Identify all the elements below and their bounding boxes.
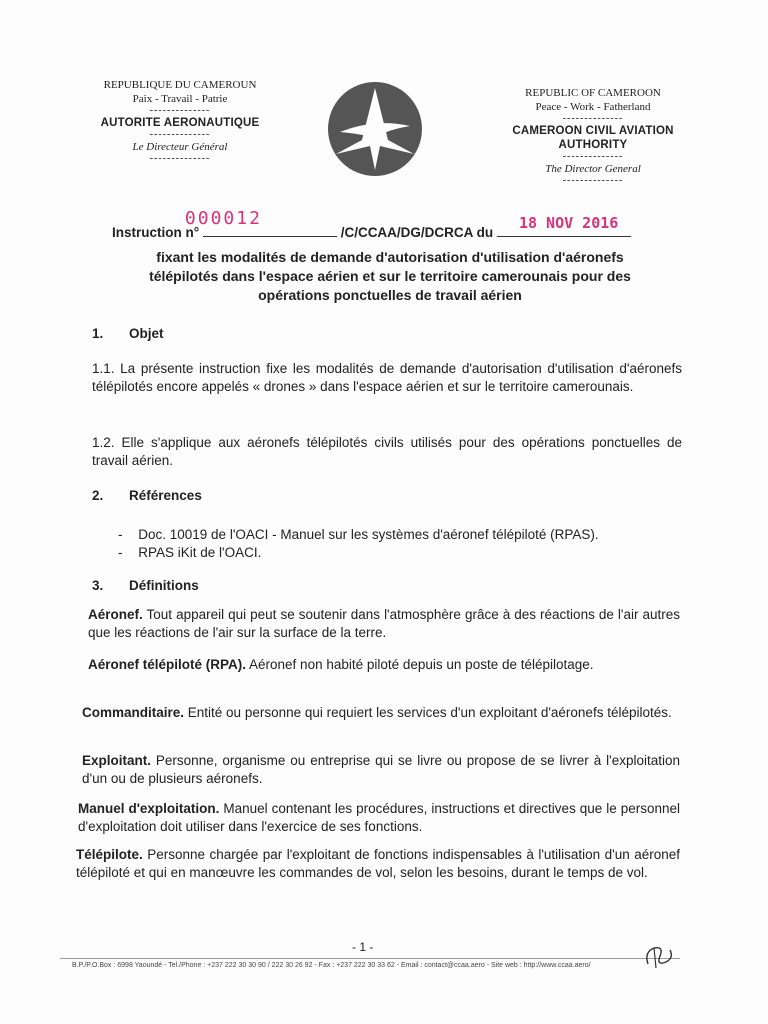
section-number: 1. [92, 326, 104, 341]
section-heading-objet [92, 326, 164, 341]
definition-term: Manuel d'exploitation. [78, 801, 220, 816]
definition-aeronef [88, 606, 680, 642]
country-fr: REPUBLIQUE DU CAMEROUN [103, 79, 257, 91]
definition-text: Aéronef non habité piloté depuis un poste de télépilotage. [246, 657, 594, 672]
definition-text: Entité ou personne qui requiert les services d'un exploitant d'aéronefs télépilotés. [184, 705, 672, 720]
instruction-reference: /C/CCAA/DG/DCRCA du [340, 225, 494, 240]
section-number: 2. [92, 488, 104, 503]
definition-commanditaire [82, 704, 680, 722]
separator: -------------- [562, 175, 624, 186]
header-left [80, 78, 280, 164]
definition-term: Exploitant. [82, 753, 152, 768]
footer-contact: B.P./P.O.Box : 6998 Yaoundé - Tel./Phone : +237 222 30 30 90 / 222 30 26 92 - Fax : +237 222 30 33 62 - Email : contact@ccaa.aero - Site web : http://www.ccaa.aero/ [72, 962, 591, 969]
paragraph-1-2: 1.2. Elle s'applique aux aéronefs télépilotés civils utilisés pour des opérations ponctuelles de travail aérien. [92, 435, 682, 468]
date-stamp: 18 NOV 2016 [518, 214, 619, 232]
definition-manuel [78, 800, 680, 836]
separator: -------------- [562, 113, 624, 124]
title-line: télépilotés dans l'espace aérien et sur le territoire camerounais pour des [149, 268, 631, 284]
motto-en: Peace - Work - Fatherland [535, 101, 651, 113]
role-en: The Director General [545, 163, 641, 175]
paragraph-1-1: 1.1. La présente instruction fixe les modalités de demande d'autorisation d'utilisation d'aéronefs télépilotés encore appelés « drones » dans l'espace aérien et sur le territoire camerounais. [92, 361, 682, 394]
separator: -------------- [149, 153, 211, 164]
definition-term: Commanditaire. [82, 705, 185, 720]
definition-text: Manuel contenant les procédures, instructions et directives que le personnel d'exploitation doit utiliser dans l'exercice de ses fonctions. [78, 801, 681, 834]
definition-rpa [88, 656, 680, 674]
authority-fr: AUTORITE AERONAUTIQUE [100, 117, 260, 129]
section-title: Références [129, 488, 202, 503]
instruction-number-field [184, 208, 337, 237]
definition-telepilote [76, 846, 680, 882]
footer-rule [60, 958, 680, 959]
date-field [497, 214, 631, 237]
title-line: fixant les modalités de demande d'autorisation d'utilisation d'aéronefs [156, 249, 624, 265]
authority-en: CAMEROON CIVIL AVIATION AUTHORITY [512, 125, 674, 151]
separator: -------------- [149, 129, 211, 140]
country-en: REPUBLIC OF CAMEROON [525, 87, 661, 99]
definition-text: Personne chargée par l'exploitant de fonctions indispensables à l'utilisation d'un aéronef télépiloté et qui en manœuvre les commandes de vol, selon les besoins, durant le temps de vol. [76, 847, 680, 880]
title-line: opérations ponctuelles de travail aérien [258, 287, 522, 303]
motto-fr: Paix - Travail - Patrie [132, 93, 228, 105]
definition-text: Personne, organisme ou entreprise qui se livre ou propose de se livrer à l'exploitation d'un ou de plusieurs aéronefs. [82, 753, 680, 786]
definition-exploitant [82, 752, 680, 788]
page-number: - 1 - [352, 940, 374, 954]
definition-term: Aéronef. [88, 607, 143, 622]
definition-text: Tout appareil qui peut se soutenir dans l'atmosphère grâce à des réactions de l'air autres que les réactions de l'air sur la surface de la terre. [88, 607, 680, 640]
definition-term: Télépilote. [76, 847, 143, 862]
separator: -------------- [562, 151, 624, 162]
section-heading-definitions [92, 578, 199, 593]
section-number: 3. [92, 578, 104, 593]
section-title: Définitions [129, 578, 199, 593]
number-stamp: 000012 [184, 208, 262, 229]
header-right [478, 86, 708, 186]
instruction-line [112, 208, 682, 240]
separator: -------------- [149, 105, 211, 116]
instruction-prefix: Instruction n° [112, 225, 200, 240]
section-heading-references [92, 488, 202, 503]
role-fr: Le Directeur Général [132, 141, 228, 153]
section-title: Objet [129, 326, 164, 341]
initials-signature [640, 942, 680, 977]
ccaa-logo [326, 80, 424, 178]
reference-item: - Doc. 10019 de l'OACI - Manuel sur les systèmes d'aéronef télépiloté (RPAS). [118, 526, 698, 544]
definition-term: Aéronef télépiloté (RPA). [88, 657, 247, 672]
references-list [118, 526, 698, 562]
instruction-title [100, 248, 680, 305]
reference-item: - RPAS iKit de l'OACI. [118, 544, 698, 562]
